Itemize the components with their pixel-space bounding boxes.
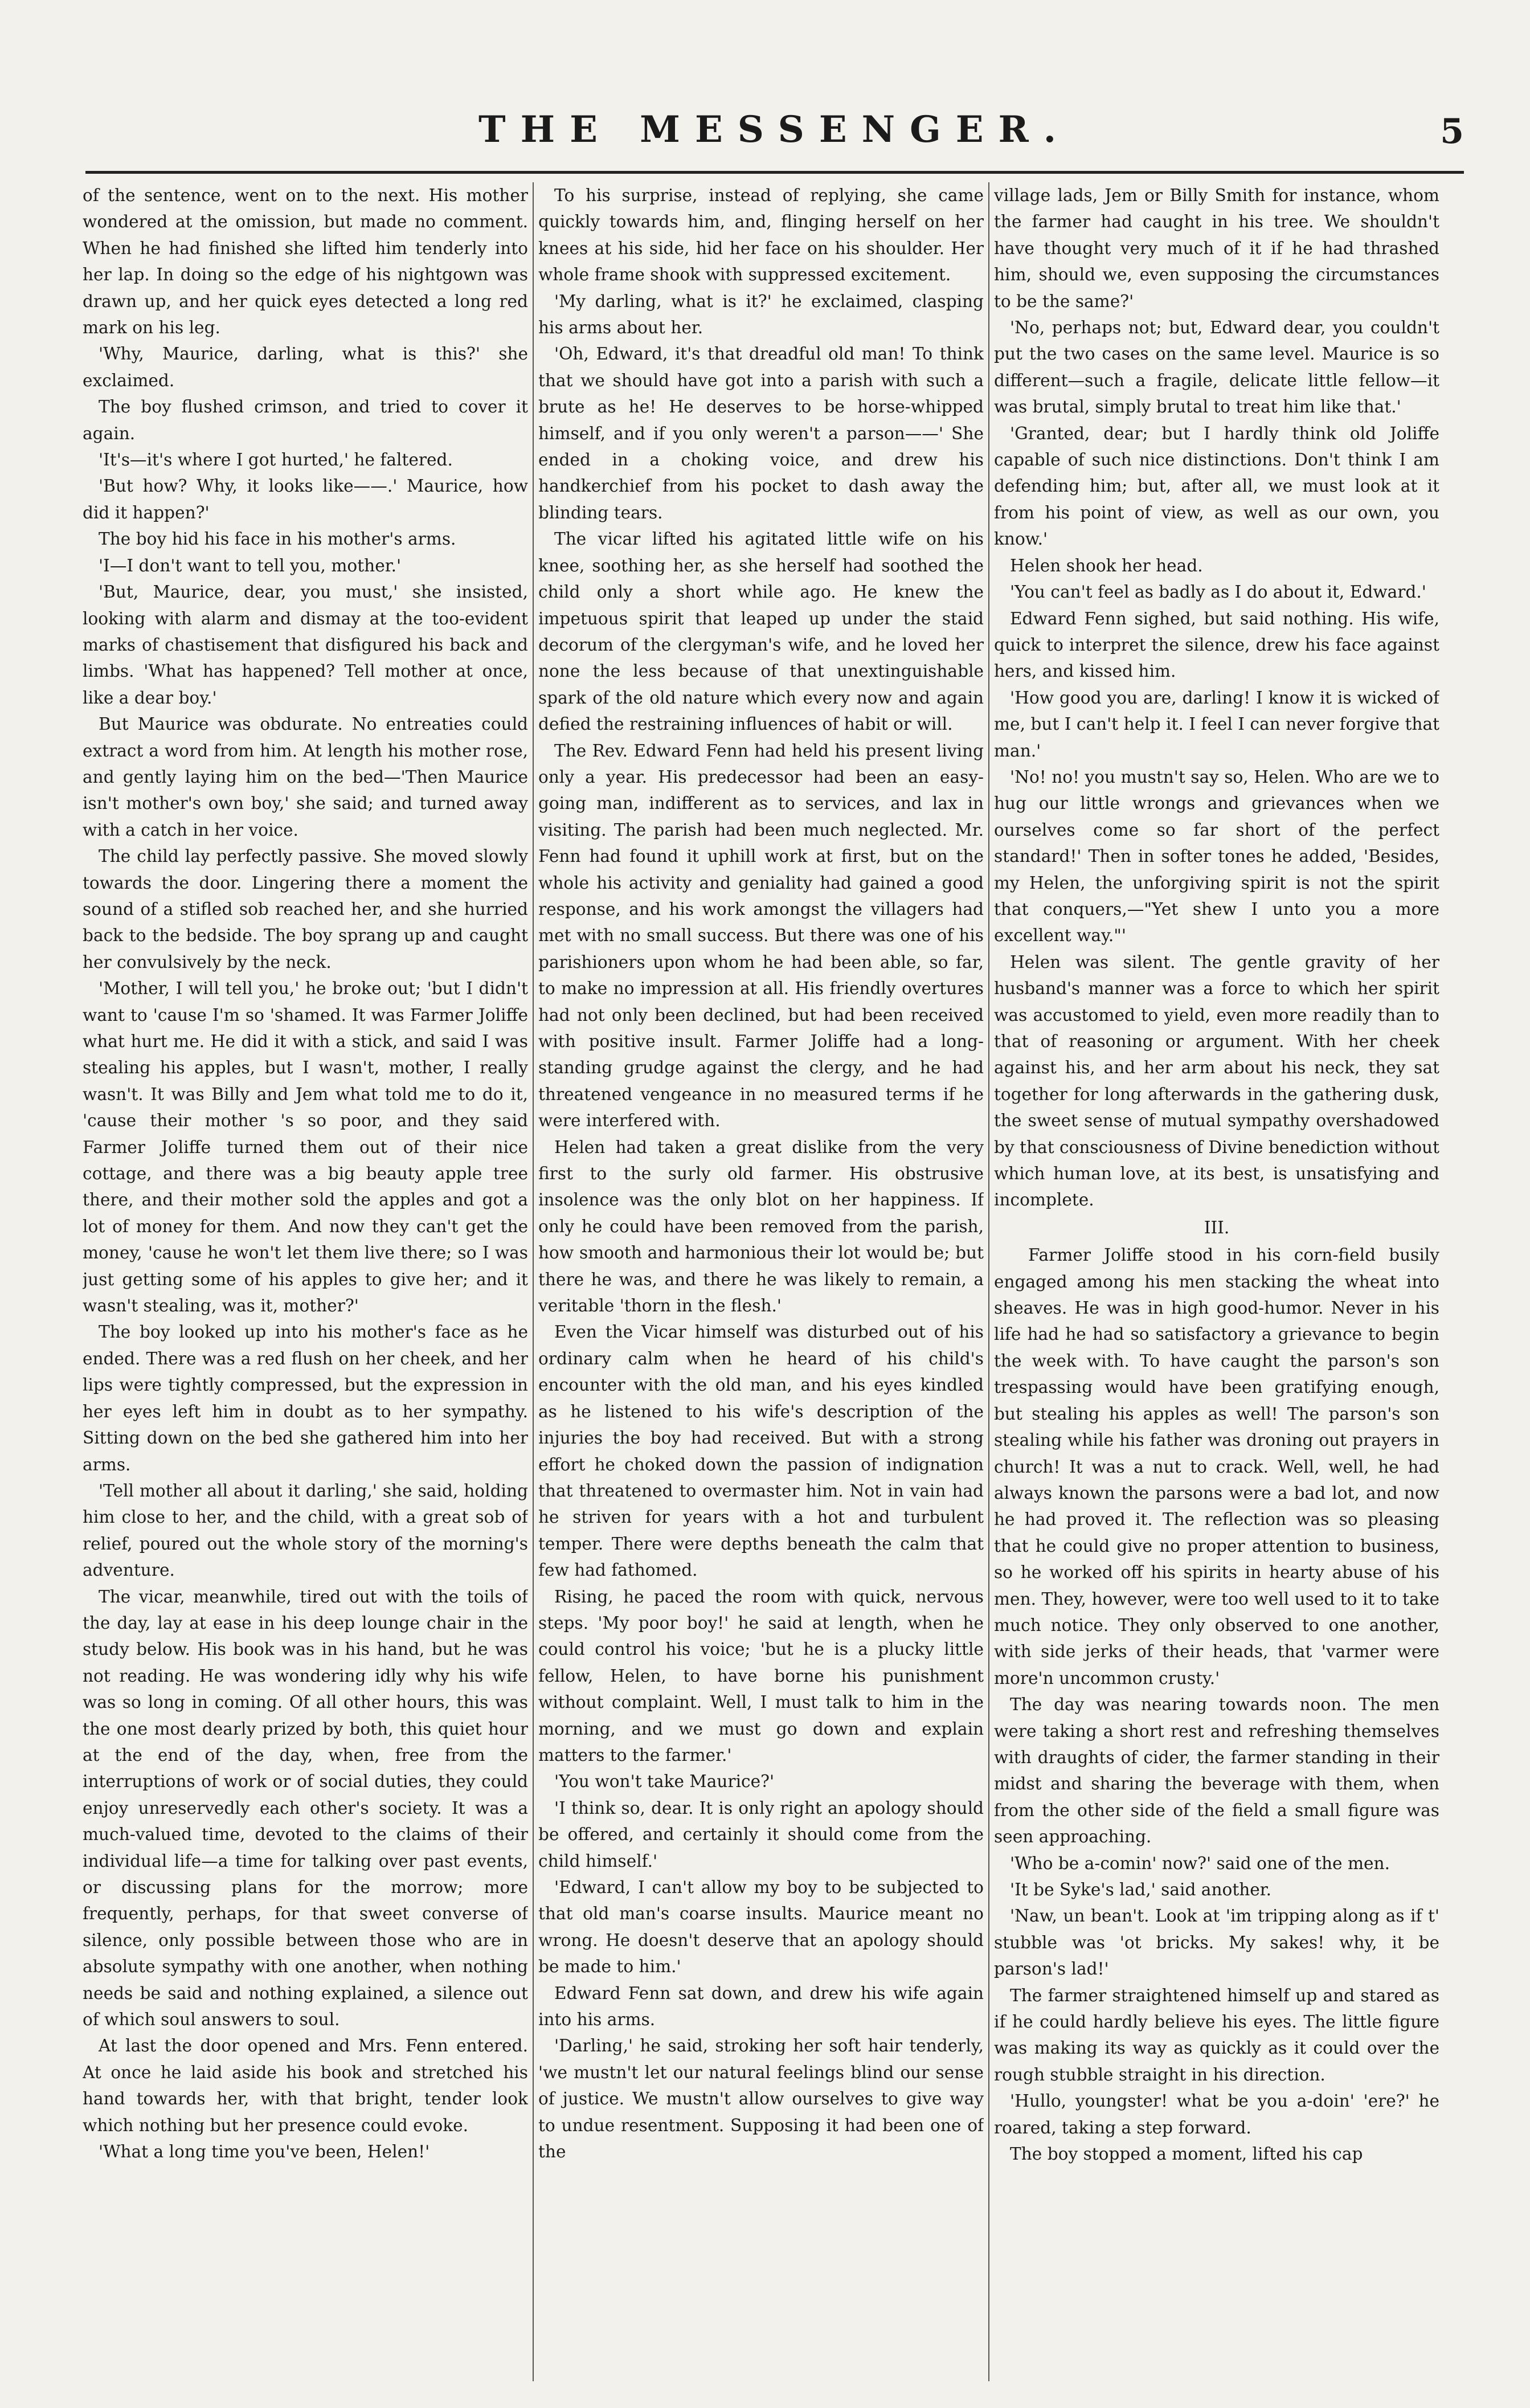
paragraph: 'It's—it's where I got hurted,' he faltered.	[99, 450, 453, 470]
paragraph: The Rev. Edward Fenn had held his present living only a year. His predecessor had been an easy-going man, indifferent as to services, and lax in visiting. The parish had been much neglected. Mr. Fenn had found it uphill work at first, but on the whole his activity and geniality had gained a good response, and his work amongst the villagers had met with no small success. But there was one of his parishioners upon whom he had been able, so far, to make no impression at all. His friendly overtures had not only been declined, but had been received with positive insult. Farmer Joliffe had a long-standing grudge against the clergy, and he had threatened vengeance in no measured terms if he were interfered with.	[538, 741, 984, 1131]
paragraph: 'I think so, dear. It is only right an apology should be offered, and certainly it should come from the child himself.'	[538, 1798, 984, 1871]
paragraph: Even the Vicar himself was disturbed out of his ordinary calm when he heard of his child's encounter with the old man, and his eyes kindled as he listened to his wife's description of the injuries the boy had received. But with a strong effort he choked down the passion of indignation that threatened to overmaster him. Not in vain had he striven for years with a hot and turbulent temper. There were depths beneath the calm that few had fathomed.	[538, 1322, 984, 1580]
newspaper-title: THE MESSENGER.	[478, 108, 1071, 151]
paragraph: 'Naw, un bean't. Look at 'im tripping along as if t' stubble was 'ot bricks. My sakes! why, it be parson's lad!'	[994, 1906, 1439, 1979]
text-column-2	[538, 182, 984, 2393]
paragraph: 'You can't feel as badly as I do about it, Edward.'	[1010, 582, 1426, 602]
paragraph: The day was nearing towards noon. The men were taking a short rest and refreshing themselves with draughts of cider, the farmer standing in their midst and sharing the beverage with them, when from the other side of the field a small figure was seen approaching.	[994, 1695, 1439, 1847]
paragraph: Edward Fenn sat down, and drew his wife again into his arms.	[538, 1983, 984, 2030]
paragraph: 'You won't take Maurice?'	[554, 1772, 775, 1792]
paragraph: 'But, Maurice, dear, you must,' she insisted, looking with alarm and dismay at the too-evident marks of chastisement that disfigured his back and limbs. 'What has happened? Tell mother at once, like a dear boy.'	[83, 582, 528, 708]
paragraph: The vicar lifted his agitated little wife on his knee, soothing her, as she herself had soothed the child only a short while ago. He knew the impetuous spirit that leaped up under the staid decorum of the clergyman's wife, and he loved her none the less because of that unextinguishable spark of the old nature which every now and again defied the restraining influences of habit or will.	[538, 529, 984, 734]
paragraph: Edward Fenn sighed, but said nothing. His wife, quick to interpret the silence, drew his face against hers, and kissed him.	[994, 608, 1439, 681]
paragraph: Helen was silent. The gentle gravity of her husband's manner was a force to which her spirit was accustomed to yield, even more readily than to that of reasoning or argument. With her cheek against his, and her arm about his neck, they sat together for long afterwards in the gathering dusk, the sweet sense of mutual sympathy overshadowed by that consciousness of Divine benediction without which human love, at its best, is unsatisfying and incomplete.	[994, 952, 1439, 1210]
paragraph: 'It be Syke's lad,' said another.	[1010, 1880, 1272, 1899]
paragraph: The boy hid his face in his mother's arms.	[99, 529, 456, 549]
page-number: 5	[1440, 112, 1464, 152]
paragraph: 'Oh, Edward, it's that dreadful old man! To think that we should have got into a parish with such a brute as he! He deserves to be horse-whipped himself, and if you only weren't a parson——' She ended in a choking voice, and drew his handkerchief from his pocket to dash away the blinding tears.	[538, 344, 984, 522]
paragraph: 'My darling, what is it?' he exclaimed, clasping his arms about her.	[538, 291, 984, 338]
column-divider	[988, 182, 989, 2381]
paragraph: 'Edward, I can't allow my boy to be subjected to that old man's coarse insults. Maurice meant no wrong. He doesn't deserve that an apology should be made to him.'	[538, 1878, 984, 1977]
paragraph: To his surprise, instead of replying, she came quickly towards him, and, flinging herself on her knees at his side, hid her face on his shoulder. Her whole frame shook with suppressed excitement.	[538, 186, 984, 285]
paragraph: 'How good you are, darling! I know it is wicked of me, but I can't help it. I feel I can never forgive that man.'	[994, 688, 1439, 761]
text-column-3	[994, 182, 1439, 2393]
paragraph: 'No! no! you mustn't say so, Helen. Who are we to hug our little wrongs and grievances when we ourselves come so far short of the perfect standard!' Then in softer tones he added, 'Besides, my Helen, the unforgiving spirit is not the spirit that conquers,—"Yet shew I unto you a more excellent way."'	[994, 767, 1439, 946]
masthead	[85, 108, 1464, 174]
paragraph: of the sentence, went on to the next. His mother wondered at the omission, but made no comment. When he had finished she lifted him tenderly into her lap. In doing so the edge of his nightgown was drawn up, and her quick eyes detected a long red mark on his leg.	[83, 186, 528, 338]
paragraph: Helen shook her head.	[1010, 555, 1203, 575]
column-divider	[533, 182, 534, 2381]
paragraph: At last the door opened and Mrs. Fenn entered. At once he laid aside his book and stretched his hand towards her, with that bright, tender look which nothing but her presence could evoke.	[83, 2036, 528, 2135]
paragraph: Rising, he paced the room with quick, nervous steps. 'My poor boy!' he said at length, when he could control his voice; 'but he is a plucky little fellow, Helen, to have borne his punishment without complaint. Well, I must talk to him in the morning, and we must go down and explain matters to the farmer.'	[538, 1587, 984, 1765]
text-column-1	[83, 182, 528, 2393]
paragraph: Farmer Joliffe stood in his corn-field busily engaged among his men stacking the wheat into sheaves. He was in high good-humor. Never in his life had he had so satisfactory a grievance to begin the week with. To have caught the parson's son trespassing would have been gratifying enough, but stealing his apples as well! The parson's son stealing while his father was droning out prayers in church! It was a nut to crack. Well, well, he had always known the parsons were a bad lot, and now he had proved it. The reflection was so pleasing that he could give no proper attention to business, so he worked off his spirits in hearty abuse of his men. They, however, were too well used to it to take much notice. They only observed to one another, with side jerks of their heads, that 'varmer were more'n uncommon crusty.'	[994, 1245, 1439, 1688]
paragraph: 'Darling,' he said, stroking her soft hair tenderly, 'we mustn't let our natural feelings blind our sense of justice. We mustn't allow ourselves to give way to undue resentment. Supposing it had been one of the	[538, 2036, 984, 2162]
paragraph: The child lay perfectly passive. She moved slowly towards the door. Lingering there a moment the sound of a stifled sob reached her, and she hurried back to the bedside. The boy sprang up and caught her convulsively by the neck.	[83, 847, 528, 972]
paragraph: The boy flushed crimson, and tried to cover it again.	[83, 397, 528, 443]
paragraph: 'But how? Why, it looks like——.' Maurice, how did it happen?'	[83, 476, 528, 522]
paragraph: 'Hullo, youngster! what be you a-doin' 'ere?' he roared, taking a step forward.	[994, 2091, 1439, 2137]
paragraph: 'I—I don't want to tell you, mother.'	[99, 555, 402, 575]
paragraph: 'Mother, I will tell you,' he broke out; 'but I didn't want to 'cause I'm so 'shamed. It was Farmer Joliffe what hurt me. He did it with a stick, and said I was stealing his apples, but I wasn't, mother, I really wasn't. It was Billy and Jem what told me to do it, 'cause their mother 's so poor, and they said Farmer Joliffe turned them out of their nice cottage, and there was a big beauty apple tree there, and their mother sold the apples and got a lot of money for them. And now they can't get the money, 'cause he won't let them live there; so I was just getting some of his apples to give her; and it wasn't stealing, was it, mother?'	[83, 979, 528, 1316]
paragraph: The boy looked up into his mother's face as he ended. There was a red flush on her cheek, and her lips were tightly compressed, but the expression in her eyes left him in doubt as to her sympathy. Sitting down on the bed she gathered him into her arms.	[83, 1322, 528, 1474]
paragraph: The vicar, meanwhile, tired out with the toils of the day, lay at ease in his deep lounge chair in the study below. His book was in his hand, but he was not reading. He was wondering idly why his wife was so long in coming. Of all other hours, this was the one most dearly prized by both, this quiet hour at the end of the day, when, free from the interruptions of work or of social duties, they could enjoy unreservedly each other's society. It was a much-valued time, devoted to the claims of their individual life—a time for talking over past events, or discussing plans for the morrow; more frequently, perhaps, for that sweet converse of silence, only possible between those who are in absolute sympathy with one another, when nothing needs be said and nothing explained, a silence out of which soul answers to soul.	[83, 1587, 528, 2030]
paragraph: 'Why, Maurice, darling, what is this?' she exclaimed.	[83, 344, 528, 390]
paragraph: 'No, perhaps not; but, Edward dear, you couldn't put the two cases on the same level. Maurice is so different—such a fragile, delicate little fellow—it was brutal, simply brutal to treat him like that.'	[994, 318, 1439, 417]
paragraph: village lads, Jem or Billy Smith for instance, whom the farmer had caught in his tree. We shouldn't have thought very much of it if he had thrashed him, should we, even supposing the circumstances to be the same?'	[994, 186, 1439, 311]
paragraph: 'What a long time you've been, Helen!'	[99, 2142, 430, 2162]
paragraph: 'Granted, dear; but I hardly think old Joliffe capable of such nice distinctions. Don't think I am defending him; but, after all, we must look at it from his point of view, as well as our own, you know.'	[994, 423, 1439, 549]
paragraph: But Maurice was obdurate. No entreaties could extract a word from him. At length his mother rose, and gently laying him on the bed—'Then Maurice isn't mother's own boy,' she said; and turned away with a catch in her voice.	[83, 714, 528, 840]
paragraph: The farmer straightened himself up and stared as if he could hardly believe his eyes. The little figure was making its way as quickly as it could over the rough stubble straight in his direction.	[994, 1985, 1439, 2084]
paragraph: 'Who be a-comin' now?' said one of the men.	[1010, 1853, 1390, 1873]
paragraph: Helen had taken a great dislike from the very first to the surly old farmer. His obstrusive insolence was the only blot on her happiness. If only he could have been removed from the parish, how smooth and harmonious their lot would be; but there he was, and there he was likely to remain, a veritable 'thorn in the flesh.'	[538, 1137, 984, 1316]
section-heading: III.	[1204, 1217, 1230, 1237]
paragraph: The boy stopped a moment, lifted his cap	[1010, 2144, 1363, 2164]
paragraph: 'Tell mother all about it darling,' she said, holding him close to her, and the child, with a great sob of relief, poured out the whole story of the morning's adventure.	[83, 1481, 528, 1580]
